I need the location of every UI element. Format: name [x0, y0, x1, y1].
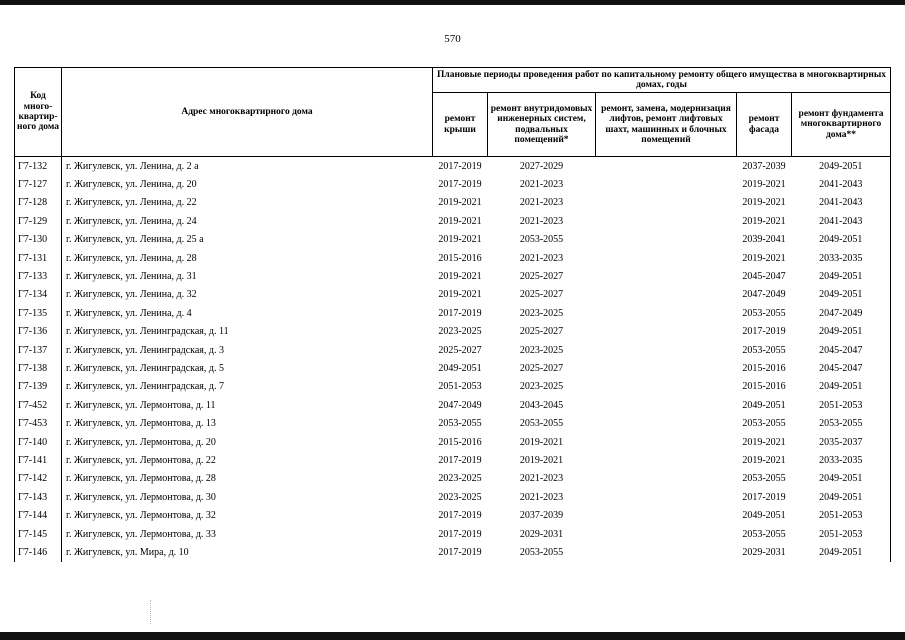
cell-roof: 2023-2025: [438, 473, 482, 485]
cell-lifts: [596, 341, 737, 359]
cell-foundation: 2047-2049: [792, 304, 891, 322]
cell-code: Г7-145: [15, 525, 62, 543]
cell-code: Г7-133: [15, 267, 62, 285]
cell-roof: 2023-2025: [438, 491, 482, 503]
cell-lifts: [596, 267, 737, 285]
cell-code: Г7-134: [15, 286, 62, 304]
cell-foundation: 2049-2051: [792, 323, 891, 341]
cell-code: Г7-143: [15, 488, 62, 506]
cell-foundation: 2051-2053: [792, 525, 891, 543]
cell-roof: 2017-2019: [438, 307, 482, 319]
cell-systems: 2037-2039: [519, 510, 564, 522]
cell-foundation: 2051-2053: [792, 396, 891, 414]
table-row: [15, 249, 891, 267]
cell-foundation: 2049-2051: [792, 470, 891, 488]
cell-facade: 2019-2021: [742, 215, 786, 227]
cell-foundation: 2049-2051: [792, 267, 891, 285]
cell-code: Г7-132: [15, 157, 62, 176]
header-roof: ремонт крыши: [433, 93, 488, 157]
cell-roof: 2017-2019: [433, 157, 488, 176]
capital-repair-schedule-table: [14, 67, 891, 562]
cell-address: г. Жигулевск, ул. Лермонтова, д. 11: [62, 396, 433, 414]
cell-roof: 2025-2027: [438, 344, 482, 356]
cell-roof: 2049-2051: [438, 362, 482, 374]
cell-address: г. Жигулевск, ул. Ленина, д. 25 а: [62, 231, 433, 249]
cell-facade: 2019-2021: [742, 197, 786, 209]
cell-code: Г7-136: [15, 323, 62, 341]
cell-lifts: [596, 212, 737, 230]
cell-code: Г7-452: [15, 396, 62, 414]
header-foundation: ремонт фундамента многоквартирного дома**: [792, 93, 891, 157]
cell-facade: 2019-2021: [742, 436, 786, 448]
cell-facade: 2053-2055: [742, 473, 786, 485]
page-number: 570: [444, 33, 461, 45]
cell-systems: 2025-2027: [519, 362, 564, 374]
cell-lifts: [596, 506, 737, 524]
cell-facade: 2053-2055: [742, 528, 786, 540]
cell-facade: 2017-2019: [742, 326, 786, 338]
header-periods-title: Плановые периоды проведения работ по капитальному ремонту общего имущества в многоквартирных домах, годы: [433, 68, 891, 93]
cell-code: Г7-453: [15, 414, 62, 432]
cell-foundation: 2049-2051: [792, 488, 891, 506]
cell-code: Г7-131: [15, 249, 62, 267]
cell-facade: 2053-2055: [742, 344, 786, 356]
cell-foundation: 2049-2051: [792, 543, 891, 561]
cell-roof: 2017-2019: [438, 454, 482, 466]
cell-foundation: 2049-2051: [792, 378, 891, 396]
cell-lifts: [596, 378, 737, 396]
cell-code: Г7-135: [15, 304, 62, 322]
cell-systems: 2025-2027: [519, 289, 564, 301]
cell-facade: 2017-2019: [742, 491, 786, 503]
table-row: [15, 543, 891, 561]
cell-roof: 2019-2021: [438, 271, 482, 283]
cell-roof: 2019-2021: [438, 197, 482, 209]
cell-address: г. Жигулевск, ул. Лермонтова, д. 13: [62, 414, 433, 432]
cell-foundation: 2049-2051: [792, 157, 891, 176]
table-row: [15, 286, 891, 304]
cell-lifts: [596, 286, 737, 304]
cell-code: Г7-128: [15, 194, 62, 212]
header-lifts: ремонт, замена, модернизация лифтов, ремонт лифтовых шахт, машинных и блочных помещений: [596, 93, 737, 157]
cell-address: г. Жигулевск, ул. Ленина, д. 22: [62, 194, 433, 212]
cell-address: г. Жигулевск, ул. Ленина, д. 28: [62, 249, 433, 267]
cell-lifts: [596, 249, 737, 267]
cell-facade: 2015-2016: [742, 381, 786, 393]
cell-lifts: [596, 525, 737, 543]
cell-code: Г7-140: [15, 433, 62, 451]
cell-facade: 2039-2041: [742, 234, 786, 246]
cell-address: г. Жигулевск, ул. Ленинградская, д. 7: [62, 378, 433, 396]
cell-lifts: [596, 231, 737, 249]
table-row: [15, 378, 891, 396]
top-border-rule: [0, 0, 905, 5]
cell-code: Г7-127: [15, 175, 62, 193]
cell-roof: 2017-2019: [438, 528, 482, 540]
cell-address: г. Жигулевск, ул. Ленина, д. 2 а: [62, 157, 433, 176]
cell-systems: 2021-2023: [519, 473, 564, 485]
table-row: [15, 396, 891, 414]
cell-address: г. Жигулевск, ул. Лермонтова, д. 20: [62, 433, 433, 451]
cell-roof: 2019-2021: [438, 289, 482, 301]
table-header: [15, 68, 891, 157]
table-row: [15, 451, 891, 469]
cell-address: г. Жигулевск, ул. Лермонтова, д. 30: [62, 488, 433, 506]
cell-systems: 2023-2025: [519, 381, 564, 393]
cell-facade: 2019-2021: [742, 454, 786, 466]
table-body: [15, 157, 891, 562]
table-row: [15, 304, 891, 322]
cell-roof: 2019-2021: [438, 234, 482, 246]
table-row: [15, 506, 891, 524]
cell-systems: 2019-2021: [519, 436, 564, 448]
cell-code: Г7-139: [15, 378, 62, 396]
header-row-top: [15, 68, 891, 93]
cell-lifts: [596, 451, 737, 469]
cell-address: г. Жигулевск, ул. Лермонтова, д. 22: [62, 451, 433, 469]
cell-foundation: 2053-2055: [792, 414, 891, 432]
cell-systems: 2053-2055: [519, 546, 564, 558]
cell-foundation: 2045-2047: [792, 359, 891, 377]
cell-facade: 2053-2055: [742, 418, 786, 430]
scan-artifact: [150, 600, 152, 624]
cell-lifts: [596, 433, 737, 451]
header-facade: ремонт фасада: [737, 93, 792, 157]
cell-code: Г7-129: [15, 212, 62, 230]
cell-facade: 2047-2049: [742, 289, 786, 301]
cell-lifts: [596, 194, 737, 212]
table-row: [15, 267, 891, 285]
header-engineering-systems: ремонт внутридомовых инженерных систем, подвальных помещений*: [488, 93, 596, 157]
cell-code: Г7-130: [15, 231, 62, 249]
cell-address: г. Жигулевск, ул. Ленина, д. 32: [62, 286, 433, 304]
cell-facade: 2015-2016: [742, 362, 786, 374]
cell-facade: 2029-2031: [742, 546, 786, 558]
cell-foundation: 2033-2035: [792, 451, 891, 469]
cell-address: г. Жигулевск, ул. Ленинградская, д. 3: [62, 341, 433, 359]
cell-foundation: 2049-2051: [792, 286, 891, 304]
cell-address: г. Жигулевск, ул. Мира, д. 10: [62, 543, 433, 561]
table-row: [15, 157, 891, 176]
table-row: [15, 341, 891, 359]
cell-roof: 2015-2016: [438, 436, 482, 448]
header-code: Код много-квартир-ного дома: [15, 68, 62, 157]
cell-foundation: 2041-2043: [792, 212, 891, 230]
cell-foundation: 2033-2035: [792, 249, 891, 267]
cell-address: г. Жигулевск, ул. Ленина, д. 31: [62, 267, 433, 285]
cell-facade: 2019-2021: [742, 252, 786, 264]
cell-address: г. Жигулевск, ул. Лермонтова, д. 33: [62, 525, 433, 543]
table-row: [15, 231, 891, 249]
table-row: [15, 525, 891, 543]
table-row: [15, 175, 891, 193]
cell-lifts: [596, 488, 737, 506]
cell-address: г. Жигулевск, ул. Лермонтова, д. 28: [62, 470, 433, 488]
cell-facade: 2019-2021: [742, 179, 786, 191]
cell-foundation: 2051-2053: [792, 506, 891, 524]
cell-facade: 2053-2055: [742, 307, 786, 319]
table-row: [15, 359, 891, 377]
cell-address: г. Жигулевск, ул. Ленина, д. 24: [62, 212, 433, 230]
cell-roof: 2053-2055: [438, 418, 482, 430]
cell-foundation: 2049-2051: [792, 231, 891, 249]
cell-foundation: 2041-2043: [792, 194, 891, 212]
cell-systems: 2027-2029: [488, 157, 596, 176]
cell-roof: 2017-2019: [438, 510, 482, 522]
header-address: Адрес многоквартирного дома: [62, 68, 433, 157]
cell-code: Г7-137: [15, 341, 62, 359]
cell-systems: 2053-2055: [519, 234, 564, 246]
cell-systems: 2053-2055: [519, 418, 564, 430]
cell-code: Г7-138: [15, 359, 62, 377]
cell-foundation: 2041-2043: [792, 175, 891, 193]
cell-facade: 2037-2039: [737, 157, 792, 176]
cell-foundation: 2035-2037: [792, 433, 891, 451]
cell-systems: 2021-2023: [519, 179, 564, 191]
cell-lifts: [596, 323, 737, 341]
cell-roof: 2051-2053: [438, 381, 482, 393]
cell-lifts: [596, 175, 737, 193]
cell-lifts: [596, 359, 737, 377]
cell-systems: 2023-2025: [519, 344, 564, 356]
cell-lifts: [596, 414, 737, 432]
cell-address: г. Жигулевск, ул. Ленинградская, д. 11: [62, 323, 433, 341]
cell-foundation: 2045-2047: [792, 341, 891, 359]
cell-systems: 2023-2025: [519, 307, 564, 319]
cell-roof: 2047-2049: [438, 399, 482, 411]
cell-lifts: [596, 543, 737, 561]
cell-code: Г7-141: [15, 451, 62, 469]
cell-code: Г7-144: [15, 506, 62, 524]
cell-lifts: [596, 304, 737, 322]
cell-facade: 2045-2047: [742, 271, 786, 283]
bottom-border-rule: [0, 632, 905, 640]
table-row: [15, 433, 891, 451]
cell-systems: 2025-2027: [519, 326, 564, 338]
cell-roof: 2019-2021: [438, 215, 482, 227]
table-row: [15, 470, 891, 488]
cell-lifts: [596, 157, 737, 176]
cell-code: Г7-146: [15, 543, 62, 561]
cell-code: Г7-142: [15, 470, 62, 488]
cell-roof: 2017-2019: [438, 546, 482, 558]
cell-systems: 2021-2023: [519, 197, 564, 209]
cell-roof: 2023-2025: [438, 326, 482, 338]
cell-address: г. Жигулевск, ул. Ленина, д. 4: [62, 304, 433, 322]
cell-systems: 2021-2023: [519, 491, 564, 503]
table-row: [15, 414, 891, 432]
cell-systems: 2019-2021: [519, 454, 564, 466]
cell-address: г. Жигулевск, ул. Лермонтова, д. 32: [62, 506, 433, 524]
cell-lifts: [596, 470, 737, 488]
cell-systems: 2025-2027: [519, 271, 564, 283]
cell-systems: 2021-2023: [519, 215, 564, 227]
cell-systems: 2029-2031: [519, 528, 564, 540]
table-row: [15, 212, 891, 230]
cell-roof: 2015-2016: [438, 252, 482, 264]
cell-systems: 2021-2023: [519, 252, 564, 264]
cell-roof: 2017-2019: [438, 179, 482, 191]
cell-address: г. Жигулевск, ул. Ленина, д. 20: [62, 175, 433, 193]
cell-facade: 2049-2051: [742, 399, 786, 411]
cell-facade: 2049-2051: [742, 510, 786, 522]
table-row: [15, 323, 891, 341]
cell-systems: 2043-2045: [519, 399, 564, 411]
cell-address: г. Жигулевск, ул. Ленинградская, д. 5: [62, 359, 433, 377]
cell-lifts: [596, 396, 737, 414]
table-row: [15, 194, 891, 212]
table-row: [15, 488, 891, 506]
